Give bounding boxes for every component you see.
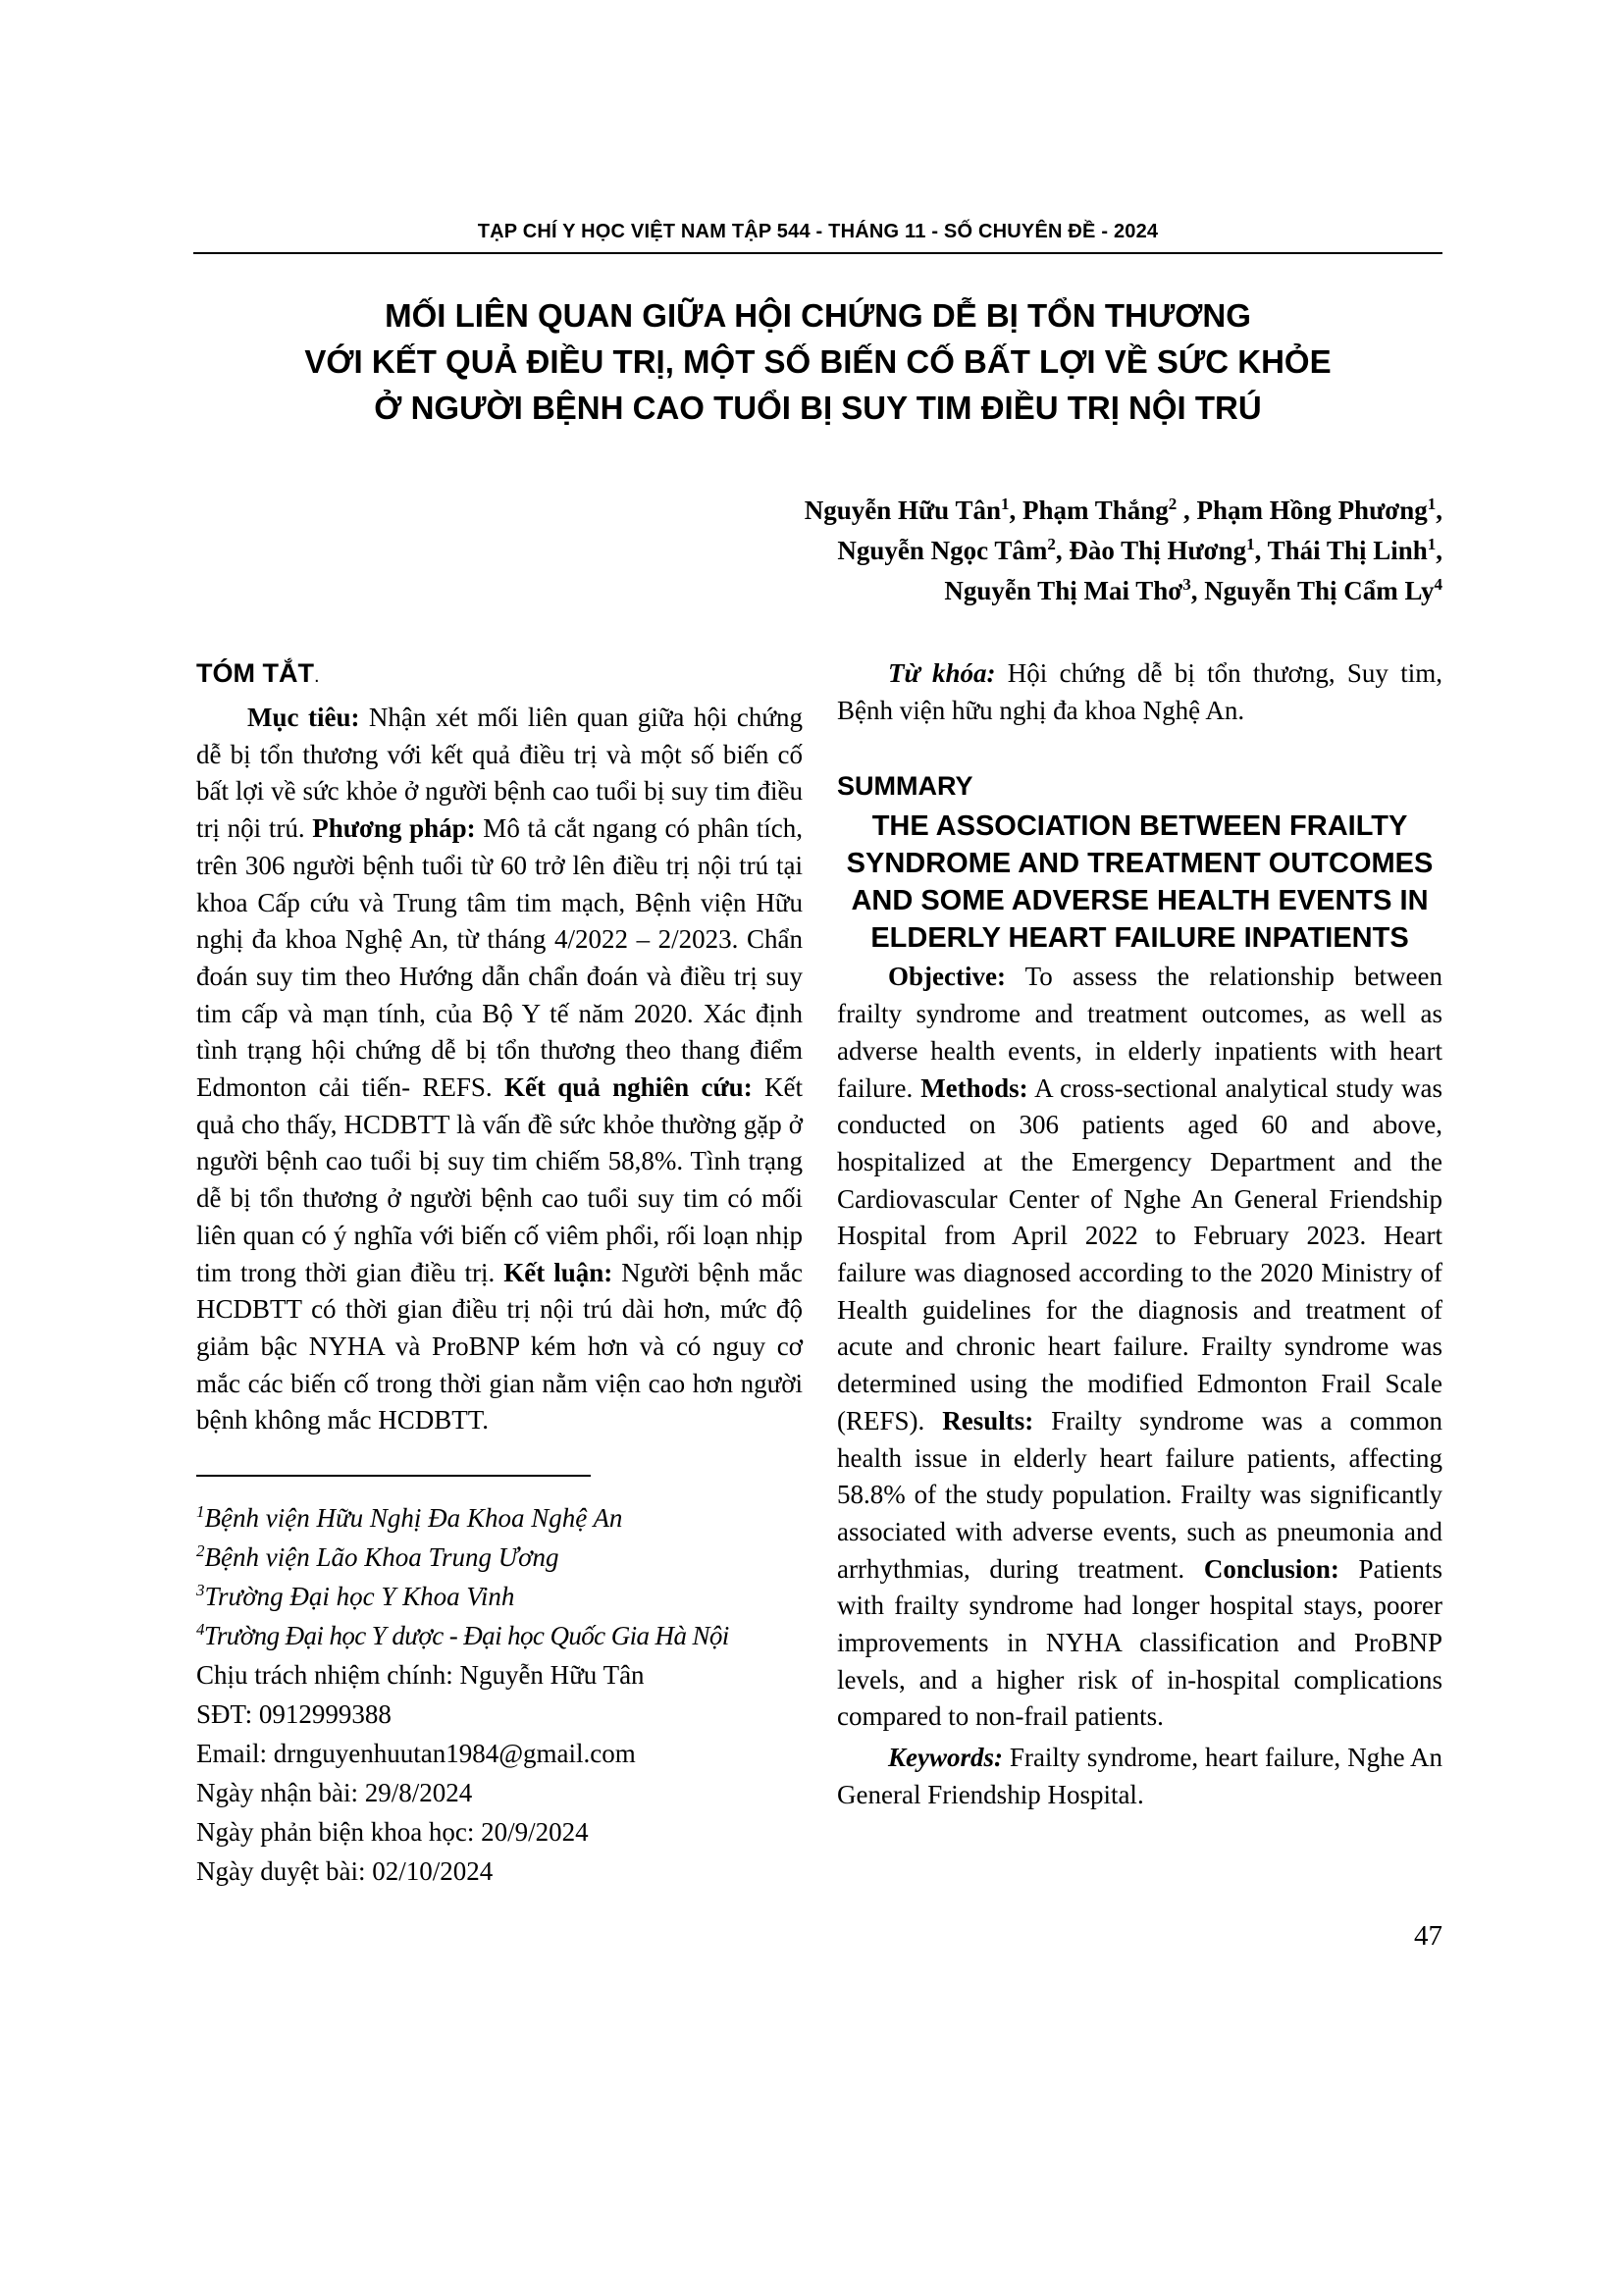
journal-header: TẠP CHÍ Y HỌC VIỆT NAM TẬP 544 - THÁNG 11 - SỐ CHUYÊN ĐỀ - 2024: [477, 221, 1159, 242]
author-affiliation-mark: 1: [1246, 535, 1255, 553]
author-separator: ,: [1436, 496, 1442, 525]
author-line-3: [461, 571, 1442, 611]
author-separator: ,: [1055, 536, 1070, 565]
author-name: Nguyễn Hữu Tân: [804, 496, 1001, 525]
affiliation-3: [196, 1577, 803, 1616]
affiliation-text: Bệnh viện Lão Khoa Trung Ương: [204, 1542, 559, 1573]
footnote-divider: [196, 1475, 591, 1477]
keywords-en: [837, 1740, 1442, 1813]
phone-number: SĐT: 0912999388: [196, 1699, 392, 1730]
affiliation-text: Trường Đại học Y dược - Đại học Quốc Gia Hà Nội: [203, 1621, 729, 1651]
results-label: Kết quả nghiên cứu:: [504, 1072, 753, 1103]
results-text: Kết quả cho thấy, HCDBTT là vấn đề sức khỏe thường gặp ở người bệnh cao tuổi bị suy tim chiếm 58,8%. Tình trạng dễ bị tổn thương ở người bệnh cao tuổi suy tim có mối liên quan có ý nghĩa với biến cố viêm phổi, rối loạn nhịp tim trong thời gian điều trị.: [196, 1072, 803, 1287]
author-name: Nguyễn Thị Cẩm Ly: [1204, 576, 1435, 605]
objective-en-label: Objective:: [888, 962, 1006, 992]
abstract-heading-text: TÓM TẮT: [196, 658, 314, 688]
summary-en-paragraph: [837, 959, 1442, 1736]
affiliation-4: [196, 1616, 803, 1655]
abstract-heading: [196, 655, 803, 694]
summary-heading: SUMMARY: [837, 771, 973, 802]
affiliation-number: 1: [196, 1502, 205, 1522]
author-name: Đào Thị Hương: [1069, 536, 1247, 565]
date-received: Ngày nhận bài: 29/8/2024: [196, 1778, 473, 1808]
methods-en-label: Methods:: [920, 1072, 1028, 1103]
conclusion-label: Kết luận:: [503, 1257, 613, 1287]
author-name: Nguyễn Ngọc Tâm: [837, 536, 1048, 565]
author-affiliation-mark: 2: [1168, 495, 1178, 513]
page-number: 47: [1414, 1920, 1442, 1952]
author-affiliation-mark: 4: [1434, 575, 1442, 594]
affiliation-number: 4: [196, 1620, 204, 1640]
methods-en-text: A cross-sectional analytical study was conducted on 306 patients aged 60 and above, hospitalized at the Emergency Department and the Cardiovascular Center of Nghe An General Friendship Hospital from April 2022 to February 2023. Heart failure was diagnosed according to the 2020 Ministry of Health guidelines for the diagnosis and treatment of acute and chronic heart failure. Frailty syndrome was determined using the modified Edmonton Frail Scale (REFS).: [837, 1072, 1442, 1435]
author-list: [461, 491, 1442, 611]
email-address: Email: drnguyenhuutan1984@gmail.com: [196, 1739, 636, 1769]
affiliation-text: Trường Đại học Y Khoa Vinh: [204, 1582, 515, 1612]
author-affiliation-mark: 1: [1427, 495, 1437, 513]
author-affiliation-mark: 1: [1427, 535, 1437, 553]
summary-title: THE ASSOCIATION BETWEEN FRAILTY SYNDROME AND TREATMENT OUTCOMES AND SOME ADVERSE HEALTH EVENTS IN ELDERLY HEART FAILURE INPATIENTS: [846, 810, 1434, 955]
conclusion-text: Người bệnh mắc HCDBTT có thời gian điều trị nội trú dài hơn, mức độ giảm bậc NYHA và ProBNP kém hơn và có nguy cơ mắc các biến cố trong thời gian nằm viện cao hơn người bệnh không mắc HCDBTT.: [196, 1257, 803, 1435]
date-reviewed: Ngày phản biện khoa học: 20/9/2024: [196, 1817, 589, 1848]
title-line-2: VỚI KẾT QUẢ ĐIỀU TRỊ, MỘT SỐ BIẾN CỐ BẤT LỢI VỀ SỨC KHỎE: [304, 343, 1332, 380]
abstract-heading-dot: .: [313, 665, 320, 687]
author-name: Phạm Thắng: [1022, 496, 1169, 525]
author-name: Phạm Hồng Phương: [1196, 496, 1428, 525]
author-name: Thái Thị Linh: [1267, 536, 1428, 565]
author-affiliation-mark: 1: [1000, 495, 1010, 513]
affiliation-2: [196, 1538, 803, 1577]
date-accepted: Ngày duyệt bài: 02/10/2024: [196, 1856, 494, 1887]
author-separator: ,: [1254, 536, 1268, 565]
keywords-vi: [837, 655, 1442, 729]
keywords-en-text: Frailty syndrome, heart failure, Nghe An General Friendship Hospital.: [837, 1743, 1442, 1809]
conclusion-en-text: Patients with frailty syndrome had longer hospital stays, poorer improvements in NYHA classification and ProBNP levels, and a higher risk of in-hospital complications compared to non-frail patients.: [837, 1553, 1443, 1732]
author-separator: ,: [1177, 496, 1197, 525]
objective-en-text: To assess the relationship between frailty syndrome and treatment outcomes, as well as adverse health events, in elderly inpatients with heart failure.: [837, 962, 1442, 1103]
abstract-vi-paragraph: [196, 700, 803, 1439]
affiliation-number: 2: [196, 1541, 205, 1561]
objective-text: Nhận xét mối liên quan giữa hội chứng dễ bị tổn thương với kết quả điều trị và một số biến cố bất lợi về sức khỏe ở người bệnh cao tuổi bị suy tim điều trị nội trú.: [196, 703, 803, 844]
author-separator: ,: [1190, 576, 1205, 605]
author-affiliation-mark: 2: [1047, 535, 1056, 553]
title-line-3: Ở NGƯỜI BỆNH CAO TUỔI BỊ SUY TIM ĐIỀU TRỊ NỘI TRÚ: [374, 390, 1262, 426]
author-separator: ,: [1009, 496, 1022, 525]
keywords-vi-label: Từ khóa:: [888, 658, 996, 688]
author-separator: ,: [1436, 536, 1442, 565]
objective-label: Mục tiêu:: [247, 703, 360, 732]
affiliation-1: [196, 1498, 803, 1538]
affiliation-number: 3: [196, 1581, 205, 1600]
results-en-text: Frailty syndrome was a common health issue in elderly heart failure patients, affecting 58.8% of the study population. Frailty was significantly associated with adverse events, such as pneumonia and arrhythmias, during treatment.: [837, 1405, 1442, 1584]
header-divider: [193, 252, 1442, 254]
author-affiliation-mark: 3: [1182, 575, 1191, 594]
corresponding-author: Chịu trách nhiệm chính: Nguyễn Hữu Tân: [196, 1660, 645, 1691]
author-name: Nguyễn Thị Mai Thơ: [944, 576, 1183, 605]
methods-text: Mô tả cắt ngang có phân tích, trên 306 người bệnh tuổi từ 60 trở lên điều trị nội trú tại khoa Cấp cứu và Trung tâm tim mạch, Bệnh viện Hữu nghị đa khoa Nghệ An, từ tháng 4/2022 – 2/2023. Chẩn đoán suy tim theo Hướng dẫn chẩn đoán và điều trị suy tim cấp và mạn tính, của Bộ Y tế năm 2020. Xác định tình trạng hội chứng dễ bị tổn thương theo thang điểm Edmonton cải tiến- REFS.: [196, 813, 803, 1103]
keywords-vi-text: Hội chứng dễ bị tổn thương, Suy tim, Bệnh viện hữu nghị đa khoa Nghệ An.: [837, 658, 1442, 725]
title-line-1: MỐI LIÊN QUAN GIỮA HỘI CHỨNG DỄ BỊ TỔN THƯƠNG: [385, 297, 1251, 334]
article-title: [193, 292, 1442, 431]
author-line-1: [461, 491, 1442, 531]
keywords-en-label: Keywords:: [888, 1743, 1003, 1773]
author-line-2: [461, 531, 1442, 571]
results-en-label: Results:: [942, 1405, 1034, 1435]
left-column: [196, 655, 803, 1891]
right-column: [837, 655, 1442, 1814]
conclusion-en-label: Conclusion:: [1203, 1553, 1339, 1584]
methods-label: Phương pháp:: [312, 813, 476, 844]
affiliation-text: Bệnh viện Hữu Nghị Đa Khoa Nghệ An: [204, 1503, 623, 1534]
